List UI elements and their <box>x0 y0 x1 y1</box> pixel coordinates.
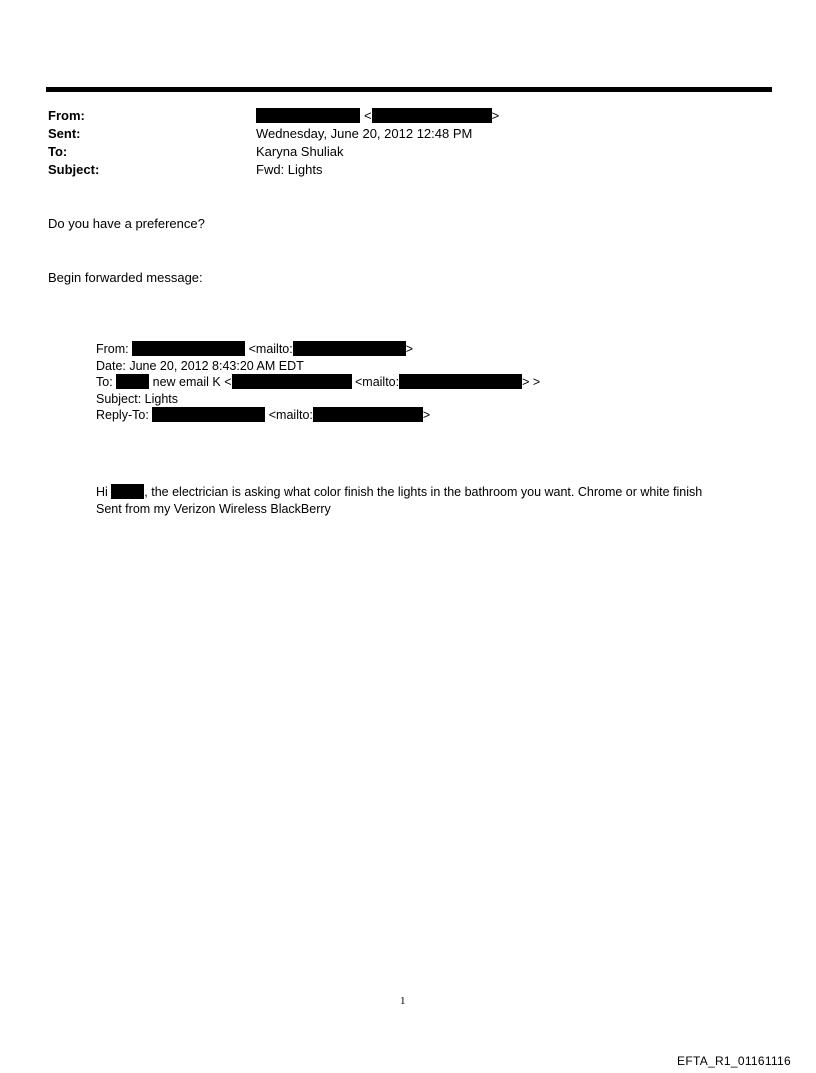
fwd-from-prefix: From: <box>96 342 129 356</box>
fwd-to-prefix: To: <box>96 375 113 389</box>
fwd-to-mid: new email K < <box>149 375 232 389</box>
forwarded-header <box>96 341 540 424</box>
redaction-box <box>399 374 522 389</box>
fwd-to-close: > > <box>522 375 541 389</box>
fwd-to-mailto: <mailto: <box>351 375 400 389</box>
document-id: EFTA_R1_01161116 <box>677 1054 791 1068</box>
subject-value: Fwd: Lights <box>256 162 323 177</box>
message-greeting: Hi <box>96 485 108 499</box>
body-line-2: Begin forwarded message: <box>48 270 203 285</box>
redaction-box <box>313 407 423 422</box>
fwd-from-close: > <box>405 342 414 356</box>
redaction-box <box>372 108 492 123</box>
fwd-reply-close: > <box>422 408 431 422</box>
redaction-box <box>132 341 245 356</box>
redaction-box <box>152 407 265 422</box>
redaction-box <box>232 374 352 389</box>
message-text: , the electrician is asking what color finish the lights in the bathroom you want. Chrome or white finish <box>144 485 703 499</box>
from-gt: > <box>491 108 500 123</box>
message-body <box>96 484 702 518</box>
from-value <box>256 107 499 125</box>
fwd-reply-to-row <box>96 407 540 424</box>
fwd-to-row <box>96 374 540 391</box>
from-label: From: <box>48 108 85 123</box>
fwd-reply-prefix: Reply-To: <box>96 408 149 422</box>
redaction-box <box>111 484 144 499</box>
fwd-from-row <box>96 341 540 358</box>
redaction-box <box>256 108 360 123</box>
to-value: Karyna Shuliak <box>256 144 344 159</box>
sent-value: Wednesday, June 20, 2012 12:48 PM <box>256 126 473 141</box>
fwd-reply-mailto: <mailto: <box>265 408 313 422</box>
fwd-date-row: Date: June 20, 2012 8:43:20 AM EDT <box>96 358 304 373</box>
body-line-1: Do you have a preference? <box>48 216 205 231</box>
redaction-box <box>293 341 406 356</box>
message-line-1 <box>96 484 702 501</box>
sent-label: Sent: <box>48 126 81 141</box>
message-signature: Sent from my Verizon Wireless BlackBerry <box>96 502 331 516</box>
header-rule <box>46 87 772 92</box>
fwd-subject-row: Subject: Lights <box>96 391 178 406</box>
fwd-from-mailto: <mailto: <box>248 342 293 356</box>
page-number: 1 <box>400 995 406 1007</box>
redaction-box <box>116 374 149 389</box>
from-lt: < <box>364 108 372 123</box>
to-label: To: <box>48 144 68 159</box>
subject-label: Subject: <box>48 162 100 177</box>
